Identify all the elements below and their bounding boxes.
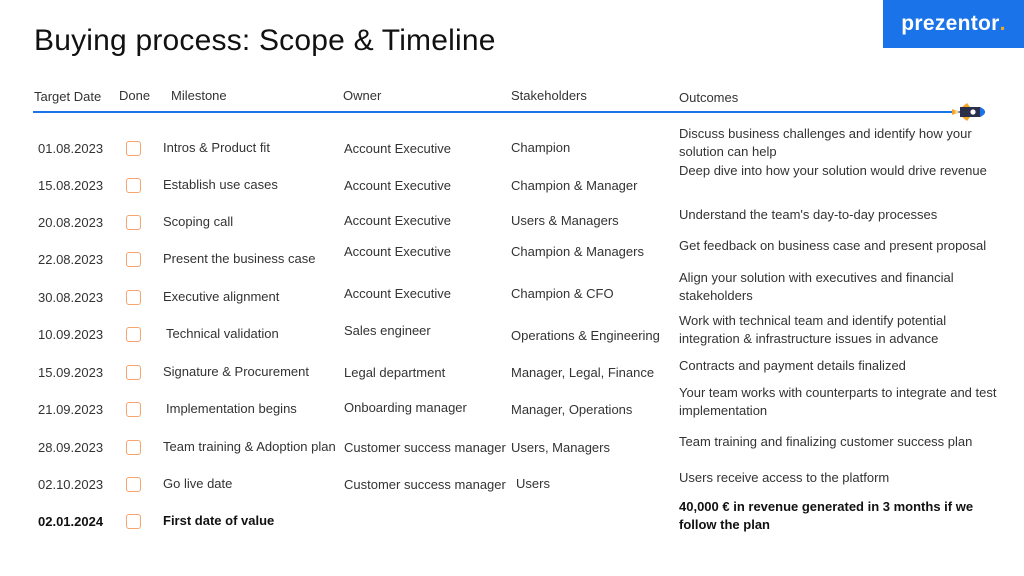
row-outcome: Team training and finalizing customer success plan bbox=[679, 434, 973, 449]
header-milestone: Milestone bbox=[171, 88, 227, 103]
row-outcome: Align your solution with executives and financial stakeholders bbox=[679, 270, 954, 303]
row-target-date: 01.08.2023 bbox=[38, 141, 104, 156]
row-owner: Customer success manager bbox=[344, 440, 506, 455]
row-milestone: First date of value bbox=[163, 513, 275, 528]
row-stakeholders: Manager, Legal, Finance bbox=[511, 365, 655, 380]
row-target-date: 02.10.2023 bbox=[38, 477, 104, 492]
row-owner: Account Executive bbox=[344, 213, 451, 228]
row-outcome: Deep dive into how your solution would drive revenue bbox=[679, 163, 987, 178]
row-outcome: Users receive access to the platform bbox=[679, 470, 890, 485]
header-outcomes: Outcomes bbox=[679, 90, 739, 105]
row-outcome: 40,000 € in revenue generated in 3 months if we follow the plan bbox=[679, 499, 974, 532]
done-checkbox[interactable] bbox=[126, 402, 141, 417]
row-target-date: 15.08.2023 bbox=[38, 178, 104, 193]
row-target-date: 22.08.2023 bbox=[38, 252, 104, 267]
done-checkbox[interactable] bbox=[126, 327, 141, 342]
row-milestone: Go live date bbox=[163, 476, 233, 491]
row-target-date: 02.01.2024 bbox=[38, 514, 104, 529]
row-stakeholders: Champion & Manager bbox=[511, 178, 638, 193]
row-milestone: Present the business case bbox=[163, 251, 316, 266]
row-stakeholders: Users bbox=[516, 476, 550, 491]
done-checkbox[interactable] bbox=[126, 440, 141, 455]
row-target-date: 28.09.2023 bbox=[38, 440, 104, 455]
row-stakeholders: Champion & CFO bbox=[511, 286, 614, 301]
row-milestone: Team training & Adoption plan bbox=[163, 439, 336, 454]
row-outcome: Get feedback on business case and present proposal bbox=[679, 238, 987, 253]
row-stakeholders: Users, Managers bbox=[511, 440, 610, 455]
row-target-date: 15.09.2023 bbox=[38, 365, 104, 380]
row-milestone: Technical validation bbox=[166, 326, 279, 341]
row-owner: Account Executive bbox=[344, 178, 451, 193]
row-milestone: Signature & Procurement bbox=[163, 364, 309, 379]
done-checkbox[interactable] bbox=[126, 290, 141, 305]
done-checkbox[interactable] bbox=[126, 477, 141, 492]
row-milestone: Implementation begins bbox=[166, 401, 297, 416]
row-target-date: 10.09.2023 bbox=[38, 327, 104, 342]
done-checkbox[interactable] bbox=[126, 178, 141, 193]
row-stakeholders: Champion & Managers bbox=[511, 244, 644, 259]
brand-logo bbox=[883, 0, 1024, 48]
row-owner: Customer success manager bbox=[344, 477, 506, 492]
row-target-date: 21.09.2023 bbox=[38, 402, 104, 417]
row-outcome: Your team works with counterparts to integrate and test implementation bbox=[679, 385, 997, 418]
row-stakeholders: Manager, Operations bbox=[511, 402, 633, 417]
row-owner: Sales engineer bbox=[344, 323, 431, 338]
done-checkbox[interactable] bbox=[126, 215, 141, 230]
row-milestone: Scoping call bbox=[163, 214, 234, 229]
row-stakeholders: Operations & Engineering bbox=[511, 328, 660, 343]
brand-name: prezentor bbox=[901, 12, 1000, 35]
header-done: Done bbox=[119, 88, 151, 103]
row-outcome: Work with technical team and identify potential integration & infrastructure issues in advance bbox=[679, 313, 947, 346]
done-checkbox[interactable] bbox=[126, 514, 141, 529]
timeline-line bbox=[33, 111, 968, 113]
header-stakeholders: Stakeholders bbox=[511, 88, 587, 103]
done-checkbox[interactable] bbox=[126, 252, 141, 267]
row-milestone: Establish use cases bbox=[163, 177, 278, 192]
row-owner: Legal department bbox=[344, 365, 446, 380]
row-milestone: Executive alignment bbox=[163, 289, 280, 304]
page-title: Buying process: Scope & Timeline bbox=[34, 24, 496, 57]
row-stakeholders: Champion bbox=[511, 140, 571, 155]
row-outcome: Discuss business challenges and identify how your solution can help bbox=[679, 126, 972, 159]
row-milestone: Intros & Product fit bbox=[163, 140, 270, 155]
rocket-icon bbox=[950, 101, 992, 128]
header-target-date: Target Date bbox=[34, 89, 102, 104]
row-stakeholders: Users & Managers bbox=[511, 213, 619, 228]
row-owner: Account Executive bbox=[344, 141, 451, 156]
row-owner: Onboarding manager bbox=[344, 400, 467, 415]
done-checkbox[interactable] bbox=[126, 365, 141, 380]
done-checkbox[interactable] bbox=[126, 141, 141, 156]
row-outcome: Contracts and payment details finalized bbox=[679, 358, 906, 373]
row-owner: Account Executive bbox=[344, 286, 451, 301]
header-owner: Owner bbox=[343, 88, 382, 103]
row-target-date: 20.08.2023 bbox=[38, 215, 104, 230]
row-owner: Account Executive bbox=[344, 244, 451, 259]
brand-dot: . bbox=[999, 12, 1006, 35]
row-target-date: 30.08.2023 bbox=[38, 290, 104, 305]
row-outcome: Understand the team's day-to-day processes bbox=[679, 207, 938, 222]
